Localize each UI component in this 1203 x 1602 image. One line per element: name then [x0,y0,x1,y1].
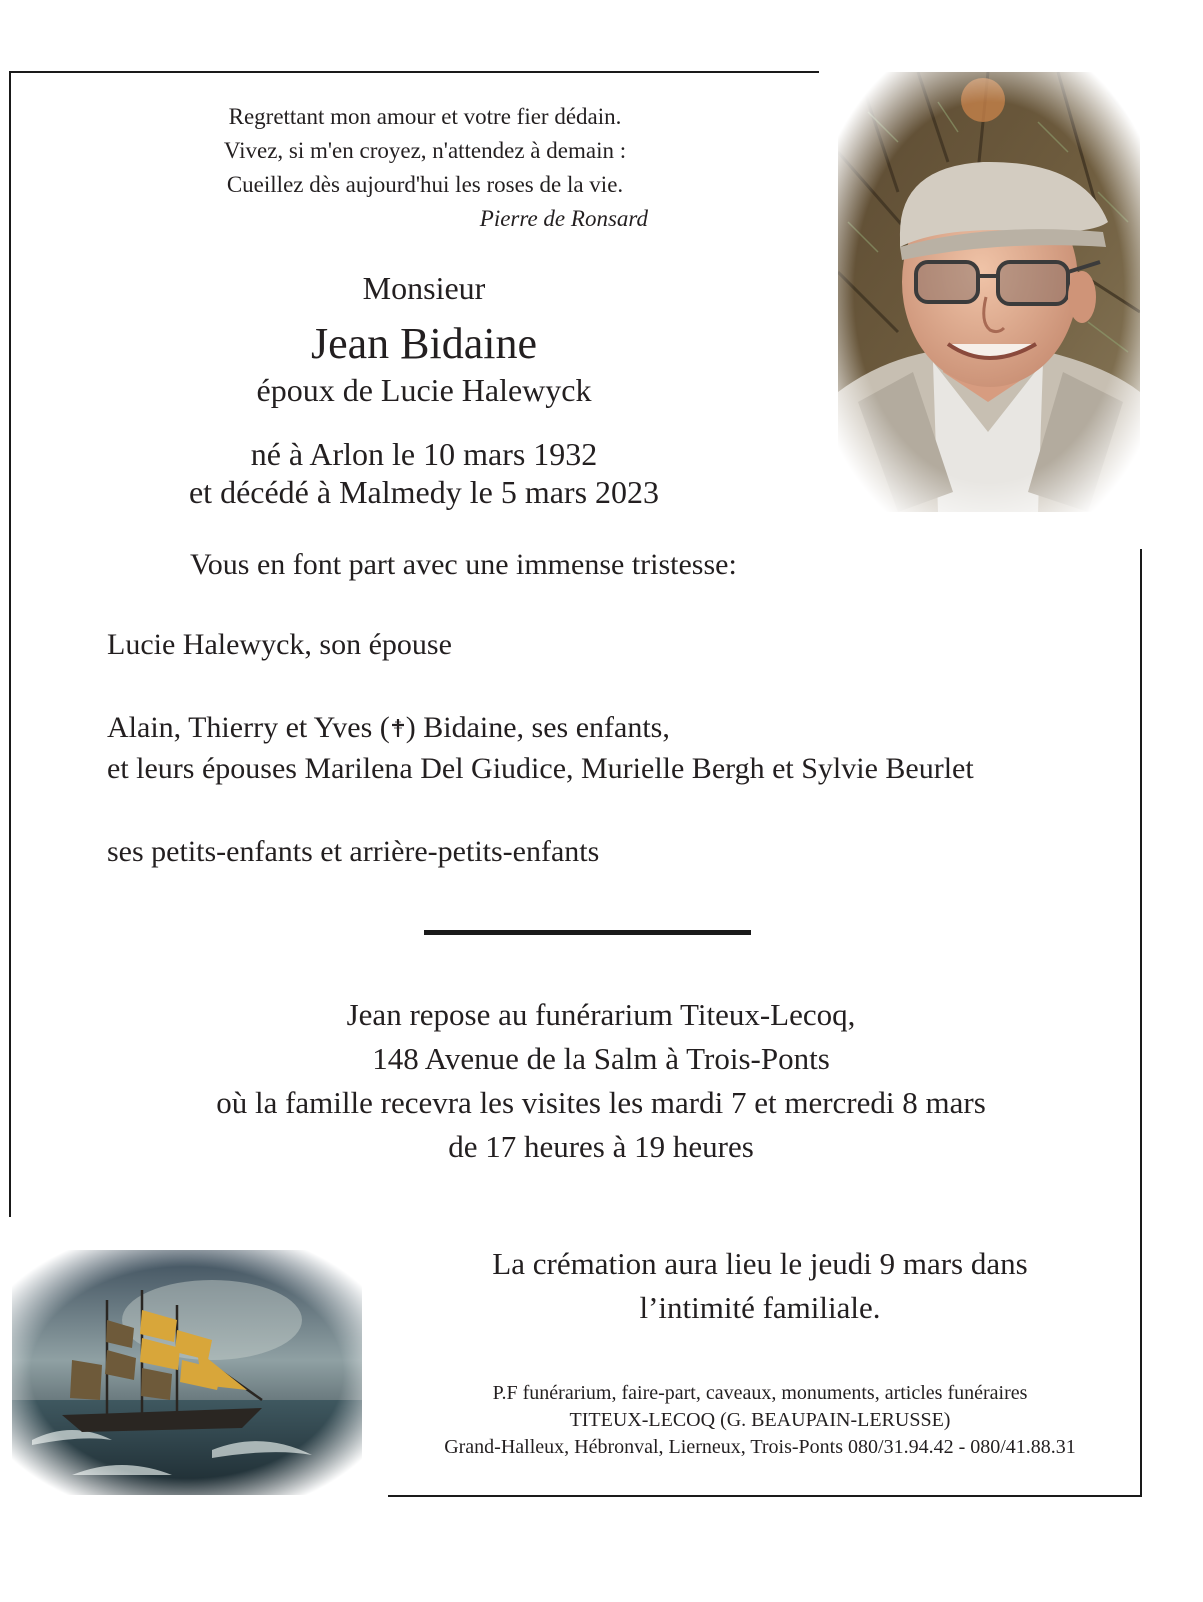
family-spouse: Lucie Halewyck, son épouse [107,628,452,661]
frame-bottom-line [388,1495,1142,1497]
visitation-line: Jean repose au funérarium Titeux-Lecoq, [346,997,856,1032]
announcement-text: Vous en font part avec une immense tristesse: [190,548,737,581]
frame-top-line [9,71,819,73]
death-info: et décédé à Malmedy le 5 mars 2023 [188,474,660,510]
cremation-block [380,1242,1140,1330]
poem-author: Pierre de Ronsard [479,206,648,231]
visitation-line: de 17 heures à 19 heures [448,1129,754,1164]
portrait-illustration [838,72,1140,512]
visitation-line: où la famille recevra les visites les mardi 7 et mercredi 8 mars [216,1085,986,1120]
cremation-line: La crémation aura lieu le jeudi 9 mars dans [492,1246,1028,1281]
visitation-block [60,993,1142,1169]
funeral-home-services: P.F funérarium, faire-part, caveaux, monuments, articles funéraires [492,1382,1028,1404]
deceased-name: Jean Bidaine [310,319,538,368]
cremation-line: l’intimité familiale. [639,1290,881,1325]
family-children-wives: et leurs épouses Marilena Del Giudice, Murielle Bergh et Sylvie Beurlet [107,752,974,785]
poem-line: Regrettant mon amour et votre fier dédain. [228,104,622,129]
deceased-title: Monsieur [362,270,486,306]
funeral-home-locations: Grand-Halleux, Hébronval, Lierneux, Trois-Ponts 080/31.94.42 - 080/41.88.31 [444,1436,1076,1458]
birth-info: né à Arlon le 10 mars 1932 [250,436,598,472]
section-divider [424,930,751,935]
portrait-photo [838,72,1140,512]
deceased-spouse: époux de Lucie Halewyck [256,372,592,408]
children-suffix: ) Bidaine, ses enfants, [405,711,670,744]
cross-icon [390,713,406,735]
ship-illustration [12,1250,362,1495]
visitation-line: 148 Avenue de la Salm à Trois-Ponts [372,1041,830,1076]
poem-line: Cueillez dès aujourd'hui les roses de la vie. [226,172,624,197]
poem-line: Vivez, si m'en croyez, n'attendez à demain : [223,138,627,163]
children-prefix: Alain, Thierry et Yves ( [107,711,390,744]
funeral-home-footer [380,1380,1140,1461]
family-grandchildren: ses petits-enfants et arrière-petits-enfants [107,835,600,868]
poem [150,100,700,236]
frame-left-line [9,71,11,1217]
sailing-ship-painting [12,1250,362,1495]
family-children [107,711,670,745]
funeral-home-name: TITEUX-LECOQ (G. BEAUPAIN-LERUSSE) [569,1409,951,1431]
